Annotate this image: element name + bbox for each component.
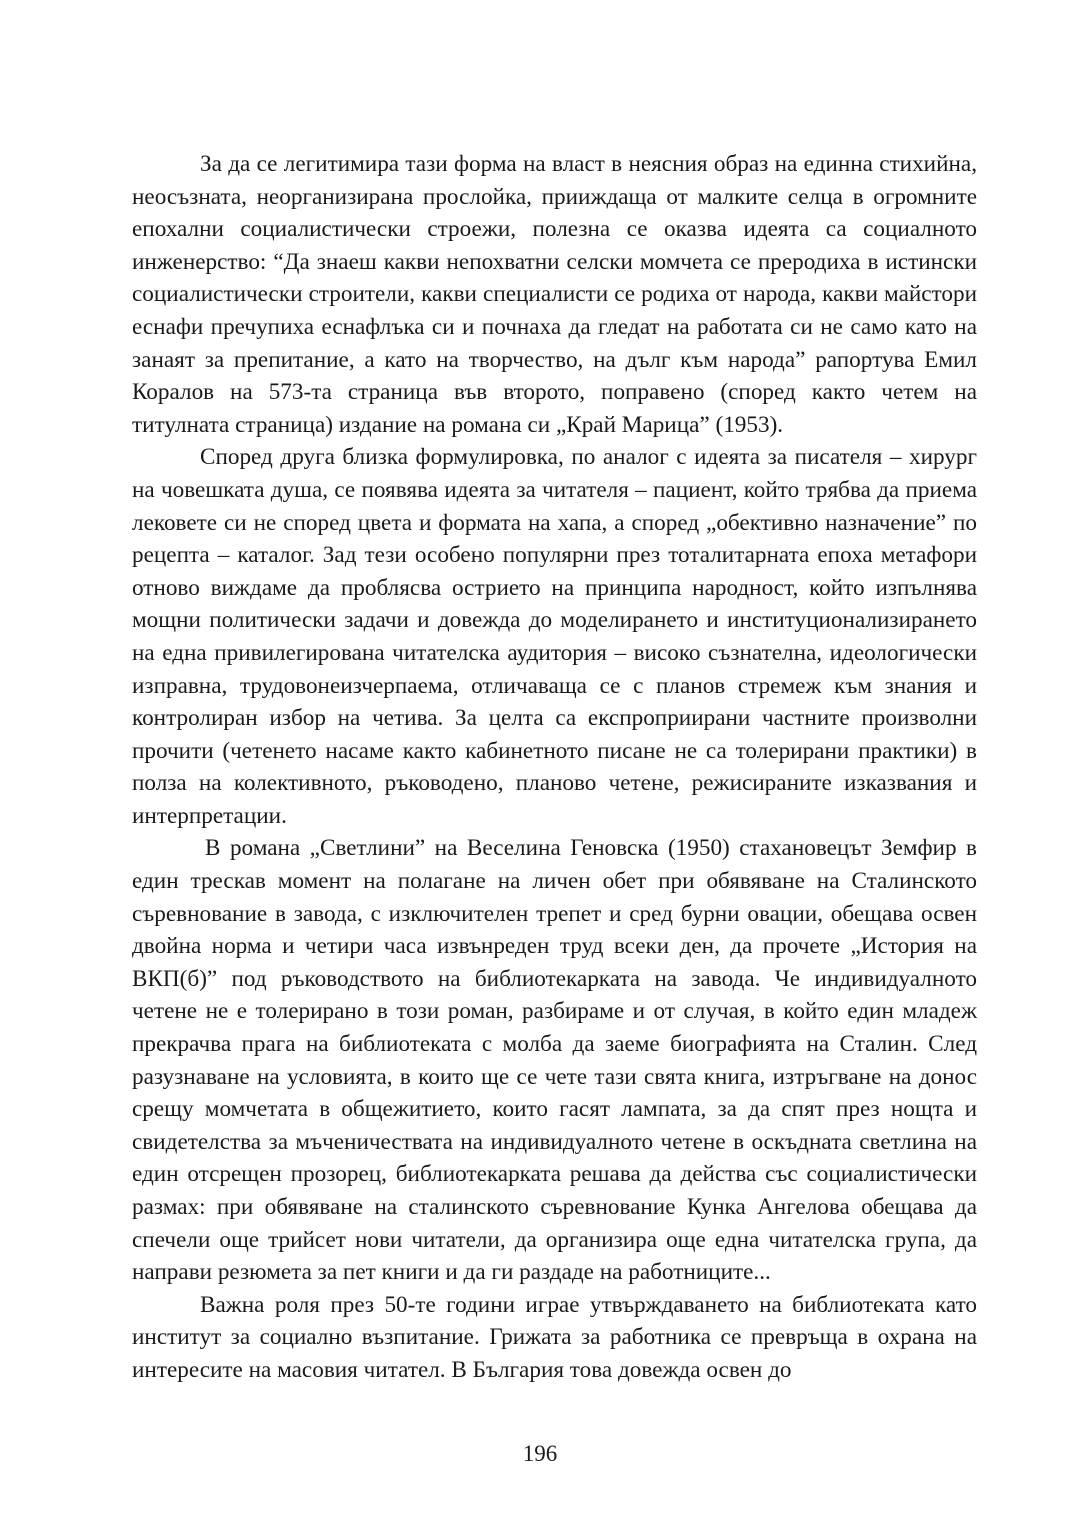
paragraph: Според друга близка формулировка, по аналог с идеята за писателя – хирург на човешката душа, се появява идеята за читателя – пациент, който трябва да приема лековете си не според цвета и формата на хапа, а според „обективно назначение” по рецепта – каталог. Зад тези особено популярни през тоталитарната епоха метафори отново виждаме да проблясва острието на принципа народност, който изпълнява мощни политически задачи и довежда до моделирането и институционализирането на една привилегирована читателска аудитория – високо съзнателна, идеологически изправна, трудовонеизчерпаема, отличаваща се с планов стремеж към знания и контролиран избор на четива. За целта са експроприирани частните произволни прочити (четенето насаме както кабинетното писане не са толерирани практики) в полза на колективното, ръководено, планово четене, режисираните изказвания и интерпретации. xyxy=(132,444,977,829)
paragraph: Важна роля през 50-те години играе утвърждаването на библиотеката като институт за социално възпитание. Грижата за работника се превръща в охрана на интересите на масовия читател. В България това довежда освен до xyxy=(132,1291,977,1383)
body-text xyxy=(132,148,977,1387)
paragraph: За да се легитимира тази форма на власт в неясния образ на единна стихийна, неосъзната, неорганизирана прослойка, прииждаща от малките селца в огромните епохални социалистически строежи, полезна се оказва идеята са социалното инженерство: “Да знаеш какви непохватни селски момчета се преродиха в истински социалистически строители, какви специалисти се родиха от народа, какви майстори еснафи пречупиха еснафлъка си и почнаха да гледат на работата си не само като на занаят за препитание, а като на творчество, на дълг към народа” рапортува Емил Коралов на 573-та страница във второто, поправено (според както четем на титулната страница) издание на романа си „Край Марица” (1953). xyxy=(132,151,977,438)
paragraph: В романа „Светлини” на Веселина Геновска (1950) стахановецът Земфир в един трескав момент на полагане на личен обет при обявяване на Сталинското съревнование в завода, с изключителен трепет и сред бурни овации, обещава освен двойна норма и четири часа извънреден труд всеки ден, да прочете „История на ВКП(б)” под ръководството на библиотекарката на завода. Че индивидуалното четене не е толерирано в този роман, разбираме и от случая, в който един младеж прекрачва прага на библиотеката с молба да заеме биографията на Сталин. След разузнаване на условията, в които ще се чете тази свята книга, изтръгване на донос срещу момчетата в общежитието, които гасят лампата, за да спят през нощта и свидетелства за мъченичествата на индивидуалното четене в оскъдната светлина на един отсрещен прозорец, библиотекарката решава да действа със социалистически размах: при обявяване на сталинското съревнование Кунка Ангелова обещава да спечели още трийсет нови читатели, да организира още една читателска група, да направи резюмета за пет книги и да ги раздаде на работниците... xyxy=(132,835,977,1286)
page-number: 196 xyxy=(522,1441,558,1466)
